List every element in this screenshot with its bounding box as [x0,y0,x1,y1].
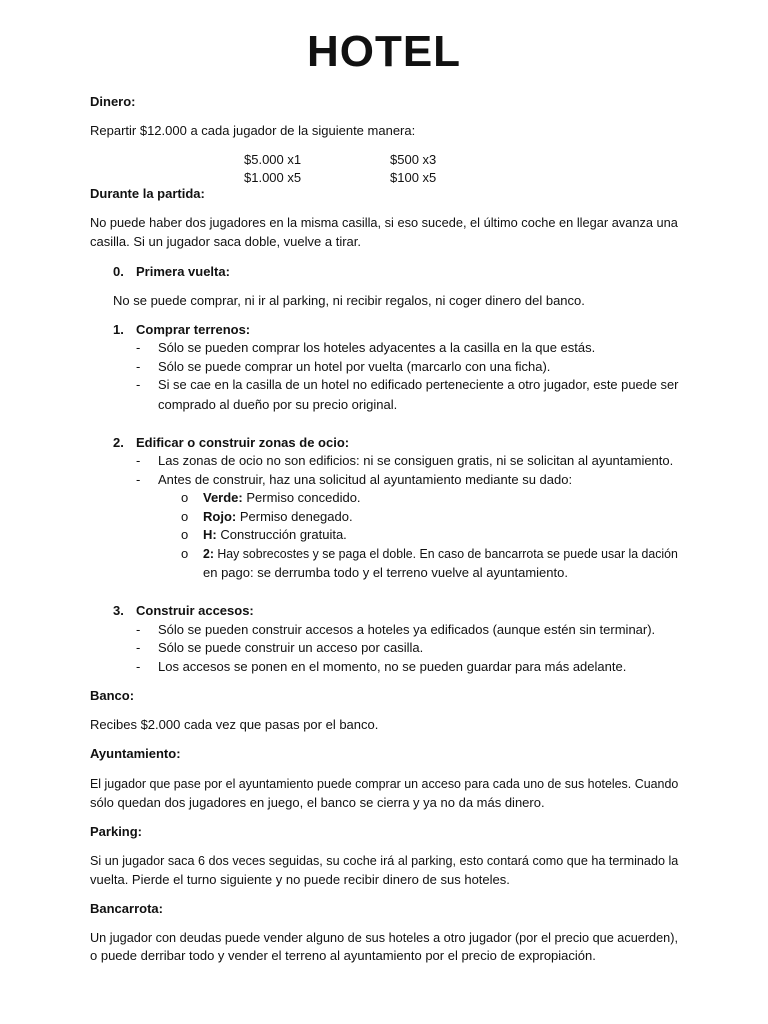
circle-bullet: o [181,546,189,561]
circle-bullet: o [181,509,189,524]
list-item: Si se cae en la casilla de un hotel no edificado perteneciente a otro jugador, este puede ser [158,377,679,392]
sub-item-label: Verde: [203,490,243,505]
section-heading-comprar-terrenos: Comprar terrenos: [136,322,251,337]
list-item: Sólo se pueden comprar los hoteles adyacentes a la casilla en la que estás. [158,340,596,355]
section-number: 1. [113,322,124,337]
sub-list-item [203,508,353,526]
sub-item-label: 2: [203,546,214,561]
sub-item-label: H: [203,527,217,542]
dinero-intro: Repartir $12.000 a cada jugador de la siguiente manera: [90,123,416,138]
sub-list-item [203,545,678,563]
dinero-heading: Dinero: [90,94,136,109]
list-item: Las zonas de ocio no son edificios: ni se consiguen gratis, ni se solicitan al ayuntamiento. [158,453,674,468]
sub-list-item [203,526,347,544]
bill-1000: $1.000 x5 [244,170,302,185]
dash-bullet: - [136,622,141,637]
sub-item-text: Permiso concedido. [246,490,361,505]
ayuntamiento-text-line1: El jugador que pase por el ayuntamiento puede comprar un acceso para cada uno de sus hoteles. Cuando [90,776,679,791]
dash-bullet: - [136,453,141,468]
list-item: Sólo se puede construir un acceso por casilla. [158,640,424,655]
sub-item-text: Construcción gratuita. [220,527,347,542]
list-item: Antes de construir, haz una solicitud al ayuntamiento mediante su dado: [158,472,573,487]
list-item: Sólo se puede comprar un hotel por vuelta (marcarlo con una ficha). [158,359,551,374]
dash-bullet: - [136,340,141,355]
sub-item-label: Rojo: [203,509,237,524]
bill-500: $500 x3 [390,152,437,167]
dash-bullet: - [136,377,141,392]
banco-text: Recibes $2.000 cada vez que pasas por el banco. [90,717,379,732]
partida-text-line2: casilla. Si un jugador saca doble, vuelve a tirar. [90,234,361,249]
section-heading-edificar: Edificar o construir zonas de ocio: [136,435,350,450]
bancarrota-heading: Bancarrota: [90,901,163,916]
sub-list-item-continuation: en pago: se derrumba todo y el terreno vuelve al ayuntamiento. [203,565,568,580]
partida-text-line1: No puede haber dos jugadores en la misma casilla, si eso sucede, el último coche en llegar avanza una [90,215,678,230]
section-number: 3. [113,603,124,618]
circle-bullet: o [181,527,189,542]
page-title: HOTEL [306,27,462,76]
circle-bullet: o [181,490,189,505]
bancarrota-text-line2: o puede derribar todo y vender el terreno al ayuntamiento por el precio de expropiación. [90,948,596,963]
ayuntamiento-heading: Ayuntamiento: [90,746,181,761]
parking-text-line2: vuelta. Pierde el turno siguiente y no puede recibir dinero de sus hoteles. [90,872,510,887]
list-item: Los accesos se ponen en el momento, no se pueden guardar para más adelante. [158,659,627,674]
partida-heading: Durante la partida: [90,186,205,201]
section-heading-primera-vuelta: Primera vuelta: [136,264,230,279]
bancarrota-text-line1: Un jugador con deudas puede vender alguno de sus hoteles a otro jugador (por el precio que acuerden), [90,930,679,945]
section-number: 2. [113,435,124,450]
dash-bullet: - [136,659,141,674]
section-heading-construir-accesos: Construir accesos: [136,603,254,618]
bill-100: $100 x5 [390,170,437,185]
list-item-continuation: comprado al dueño por su precio original. [158,397,398,412]
sub-item-text: Permiso denegado. [239,509,353,524]
sub-item-text: Hay sobrecostes y se paga el doble. En caso de bancarrota se puede usar la dación [217,546,678,561]
sub-list-item [203,489,361,507]
ayuntamiento-text-line2: sólo quedan dos jugadores en juego, el banco se cierra y ya no da más dinero. [90,795,545,810]
dash-bullet: - [136,640,141,655]
primera-vuelta-text: No se puede comprar, ni ir al parking, ni recibir regalos, ni coger dinero del banco. [113,293,585,308]
parking-heading: Parking: [90,824,143,839]
list-item: Sólo se pueden construir accesos a hoteles ya edificados (aunque estén sin terminar). [158,622,656,637]
section-number: 0. [113,264,124,279]
dash-bullet: - [136,359,141,374]
parking-text-line1: Si un jugador saca 6 dos veces seguidas, su coche irá al parking, esto contará como que ha terminado la [90,853,679,868]
dash-bullet: - [136,472,141,487]
bill-5000: $5.000 x1 [244,152,302,167]
banco-heading: Banco: [90,688,135,703]
